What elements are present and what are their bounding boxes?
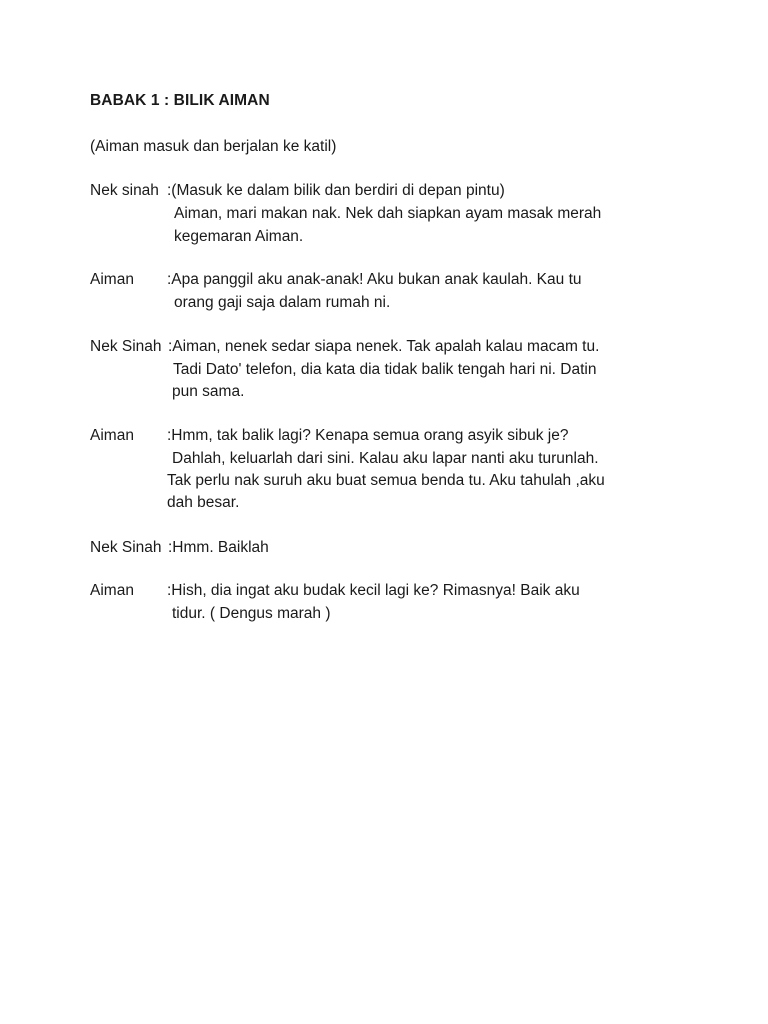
dialogue-line: tidur. ( Dengus marah ) [172, 605, 331, 622]
dialogue-line: :(Masuk ke dalam bilik dan berdiri di depan pintu) [167, 182, 505, 199]
dialogue-line: :Hmm, tak balik lagi? Kenapa semua orang asyik sibuk je? [167, 427, 569, 444]
dialogue-line: dah besar. [167, 494, 240, 511]
speaker-name: Nek Sinah [90, 338, 162, 355]
dialogue-line: Dahlah, keluarlah dari sini. Kalau aku lapar nanti aku turunlah. [172, 450, 599, 467]
dialogue-line: orang gaji saja dalam rumah ni. [174, 294, 391, 311]
speaker-name: Nek sinah [90, 182, 159, 199]
dialogue-line: Tak perlu nak suruh aku buat semua benda tu. Aku tahulah ,aku [167, 472, 605, 489]
speaker-name: Nek Sinah [90, 539, 162, 556]
stage-direction: (Aiman masuk dan berjalan ke katil) [90, 138, 337, 155]
dialogue-line: :Aiman, nenek sedar siapa nenek. Tak apalah kalau macam tu. [168, 338, 600, 355]
dialogue-line: :Apa panggil aku anak-anak! Aku bukan anak kaulah. Kau tu [167, 271, 582, 288]
dialogue-line: :Hmm. Baiklah [168, 539, 269, 556]
dialogue-line: kegemaran Aiman. [174, 228, 304, 245]
dialogue-line: Tadi Dato' telefon, dia kata dia tidak balik tengah hari ni. Datin [173, 361, 597, 378]
speaker-name: Aiman [90, 582, 134, 599]
scene-title: BABAK 1 : BILIK AIMAN [90, 92, 270, 109]
speaker-name: Aiman [90, 427, 134, 444]
dialogue-line: Aiman, mari makan nak. Nek dah siapkan ayam masak merah [174, 205, 602, 222]
dialogue-line: pun sama. [172, 383, 245, 400]
speaker-name: Aiman [90, 271, 134, 288]
dialogue-line: :Hish, dia ingat aku budak kecil lagi ke? Rimasnya! Baik aku [167, 582, 580, 599]
